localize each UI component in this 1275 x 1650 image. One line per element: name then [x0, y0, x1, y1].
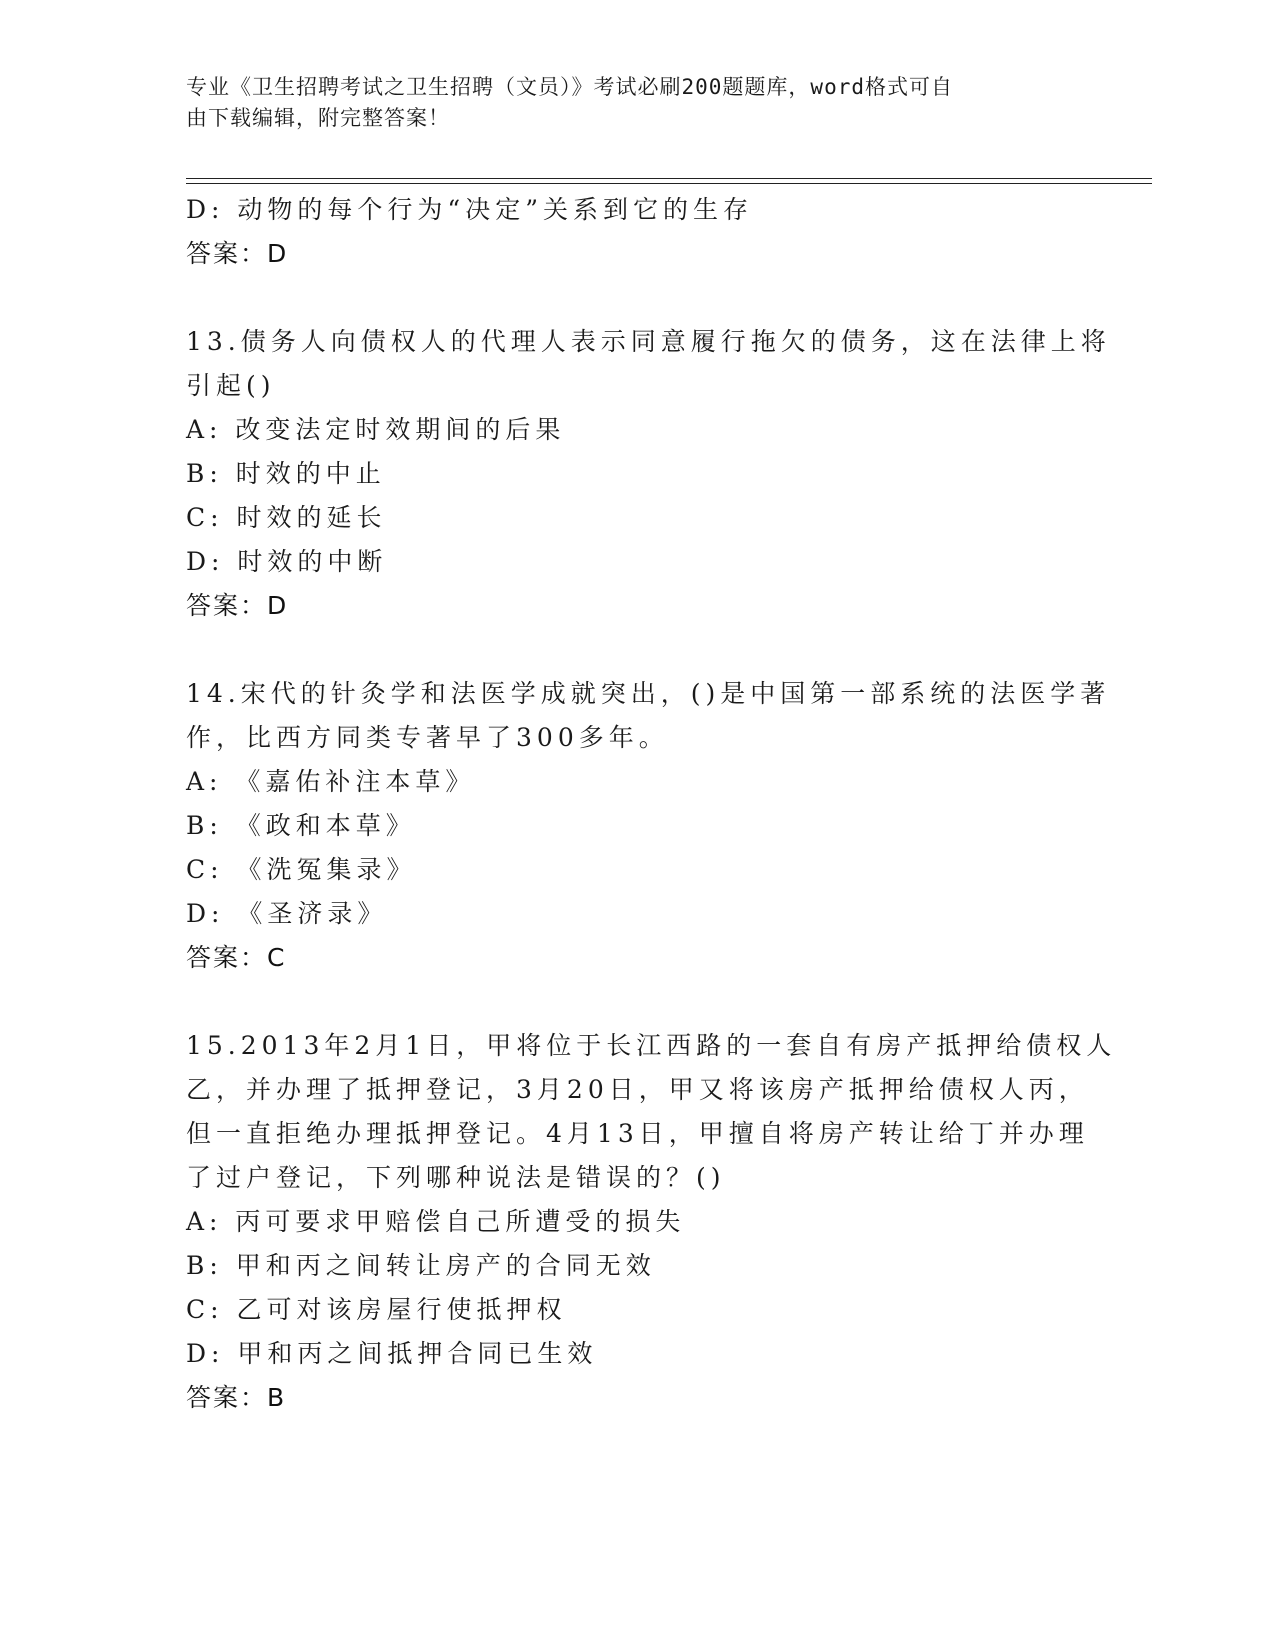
header-line-2: 由下载编辑，附完整答案！ [186, 106, 450, 130]
q15-option-c: C: 乙可对该房屋行使抵押权 [186, 1295, 567, 1324]
q13-answer: 答案：D [186, 591, 289, 620]
q15-option-d: D: 甲和丙之间抵押合同已生效 [186, 1339, 598, 1368]
q13-option-d: D: 时效的中断 [186, 547, 388, 576]
q15-stem-line-3: 但一直拒绝办理抵押登记。4月13日，甲擅自将房产转让给丁并办理 [186, 1119, 1089, 1148]
header-line-1: 专业《卫生招聘考试之卫生招聘（文员）》考试必刷200题题库，word格式可自 [186, 75, 953, 99]
prev-answer: 答案：D [186, 239, 289, 268]
q15-stem-line-4: 了过户登记，下列哪种说法是错误的？() [186, 1163, 726, 1192]
q13-option-c: C: 时效的延长 [186, 503, 387, 532]
header-divider-bottom [186, 183, 1152, 184]
q15-stem-line-2: 乙，并办理了抵押登记，3月20日，甲又将该房产抵押给债权人丙， [186, 1075, 1089, 1104]
q14-answer: 答案：C [186, 943, 287, 972]
q15-option-a: A: 丙可要求甲赔偿自己所遭受的损失 [186, 1207, 686, 1236]
prev-option-d: D: 动物的每个行为“决定”关系到它的生存 [186, 195, 753, 224]
q15-stem-line-1: 15.2013年2月1日，甲将位于长江西路的一套自有房产抵押给债权人 [186, 1031, 1117, 1060]
q14-option-a: A: 《嘉佑补注本草》 [186, 767, 476, 796]
q13-option-a: A: 改变法定时效期间的后果 [186, 415, 566, 444]
q13-option-b: B: 时效的中止 [186, 459, 386, 488]
q15-option-b: B: 甲和丙之间转让房产的合同无效 [186, 1251, 656, 1280]
q15-answer: 答案：B [186, 1383, 287, 1412]
q14-option-b: B: 《政和本草》 [186, 811, 416, 840]
q13-stem-line-2: 引起() [186, 371, 276, 400]
header-divider-top [186, 178, 1152, 179]
q14-stem-line-1: 14.宋代的针灸学和法医学成就突出，()是中国第一部系统的法医学著 [186, 679, 1111, 708]
document-header [186, 72, 1066, 134]
q13-stem-line-1: 13.债务人向债权人的代理人表示同意履行拖欠的债务，这在法律上将 [186, 327, 1111, 356]
q14-option-c: C: 《洗冤集录》 [186, 855, 417, 884]
q14-stem-line-2: 作，比西方同类专著早了300多年。 [186, 723, 669, 752]
q14-option-d: D: 《圣济录》 [186, 899, 388, 928]
